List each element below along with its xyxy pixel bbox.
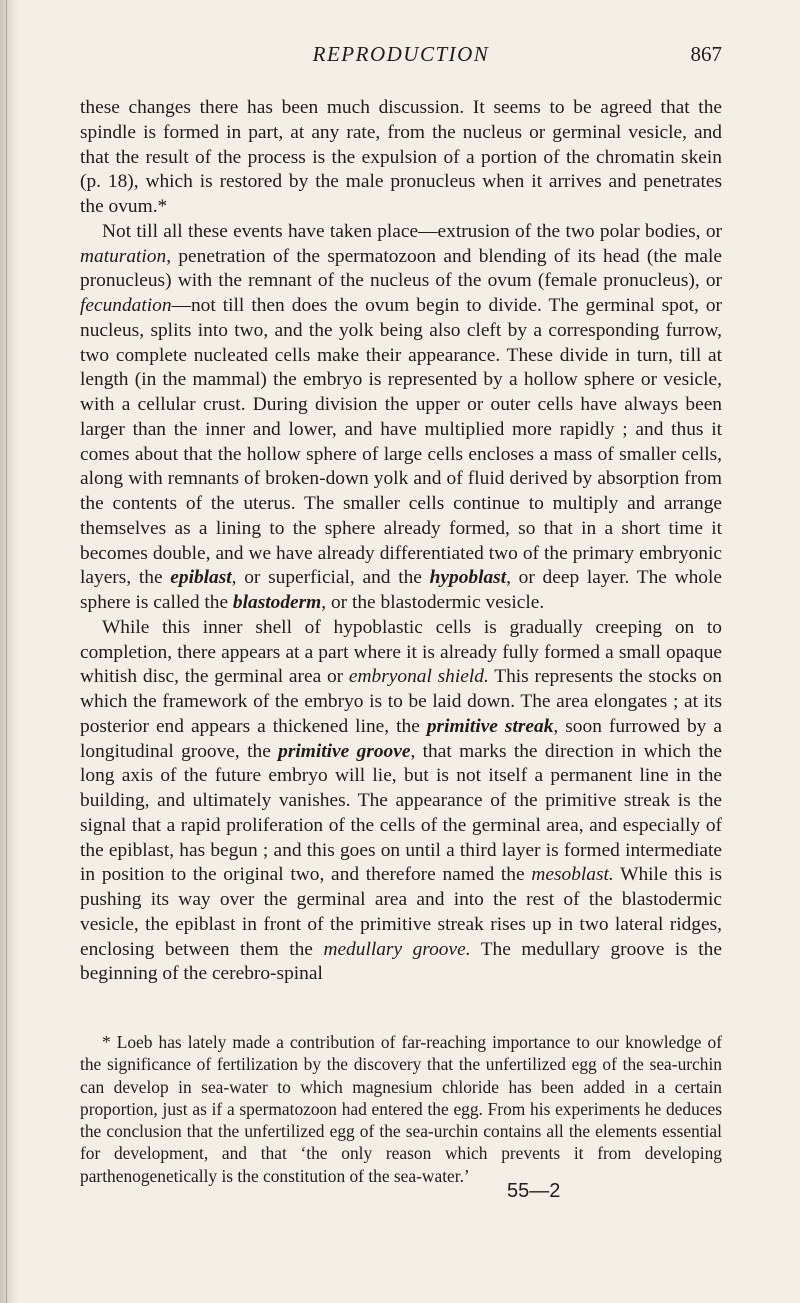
term-hypoblast: hypoblast [429,567,507,589]
term-primitive-groove: primitive groove [278,740,411,762]
footnote [80,1031,722,1187]
running-head: REPRODUCTION [312,42,490,66]
term-medullary-groove: medullary groove. [323,938,471,960]
page-header [80,42,722,72]
text-span: While this is pushing its way over the germinal area and into the rest of the blastodermic vesicle, the epiblast in front of the primitive streak rises up in two lateral ridges, enclosing between them the [80,864,722,960]
text-span: , soon furrowed by a longitudinal groove, the [80,715,722,762]
term-primitive-streak: primitive streak [426,715,554,737]
term-fecundation: fecundation [80,295,172,316]
text-span: This represents the stocks on which the framework of the embryo is to be laid down. The area elongates ; at its posterior end appears a thickened line, the [80,666,723,737]
footnote-text: * Loeb has lately made a contribution of far-reaching importance to our knowledge of the significance of fertilization by the discovery that the unfertilized egg of the sea-urchin can develop in sea-water to which magnesium chloride has been added in a certain proportion, just as if a spermatozoon had entered the egg. From his experiments he deduces the conclusion that the unfertilized egg of the sea-urchin contains all the elements essential for development, and that ‘the only reason which prevents it from developing parthenogenetically is the constitution of the sea-water.’ [80,1032,722,1186]
term-blastoderm: blastoderm [232,592,322,613]
text-span: —not till then does the ovum begin to divide. The germinal spot, or nucleus, splits into two, and the yolk being also cleft by a corresponding furrow, two complete nucleated cells make their appearance. These divide in turn, till at length (in the mammal) the embryo is represented by a hollow sphere or vesicle, with a cellular crust. During division the upper or outer cells have always been larger than the inner and lower, and have multiplied more rapidly ; and thus it comes about that the hollow sphere of large cells encloses a mass of smaller cells, along with remnants of broken-down yolk and of fluid derived by absorption from the contents of the uterus. The smaller cells continue to multiply and arrange themselves as a lining to the sphere already formed, so that in a short time it becomes double, and we have already differentiated two of the primary embryonic layers, the [80,295,722,589]
term-maturation: maturation [80,245,167,267]
book-spine-shadow [0,0,18,1303]
paragraph-1 [80,96,722,220]
text-span: Not till all these events have taken place—extrusion of the two polar bodies, or [102,220,722,242]
text-span: , or the blastodermic vesicle. [321,592,545,613]
page-number: 867 [690,42,722,66]
term-embryonal-shield: embryonal shield. [348,666,489,688]
term-mesoblast: mesoblast. [531,864,614,886]
text-span: The medullary groove is the beginning of the cerebro-spinal [80,938,722,985]
text-span: While this inner shell of hypoblastic cells is gradually creeping on to completion, there appears at a part where it is already fully formed a small opaque whitish disc, the germinal area or [80,616,722,688]
text-span: , or superficial, and the [231,567,430,589]
text-span: , penetration of the spermatozoon and blending of its head (the male pronucleus) with the remnant of the nucleus of the ovum (female pronucleus), or [80,245,722,292]
text-span: , or deep layer. The whole sphere is called the [80,567,722,613]
paragraph-2 [80,220,722,616]
body-text [80,96,722,987]
page-gutter-line [6,0,7,1303]
text-span: these changes there has been much discussion. It seems to be agreed that the spindle is formed in part, at any rate, from the nucleus or germinal vesicle, and that the result of the process is the expulsion of a portion of the chromatin skein (p. 18), which is restored by the male pronucleus when it arrives and penetrates the ovum.* [80,97,722,217]
printer-signature-mark: 55—2 [507,1180,561,1202]
paragraph-3 [80,616,722,987]
term-epiblast: epiblast [170,567,232,589]
text-span: , that marks the direction in which the long axis of the future embryo will lie, but is not itself a permanent line in the building, and ultimately vanishes. The appearance of the primitive streak is the signal that a rapid proliferation of the cells of the germinal area, and especially of the epiblast, has begun ; and this goes on until a third layer is formed intermediate in position to the original two, and therefore named the [80,740,723,886]
